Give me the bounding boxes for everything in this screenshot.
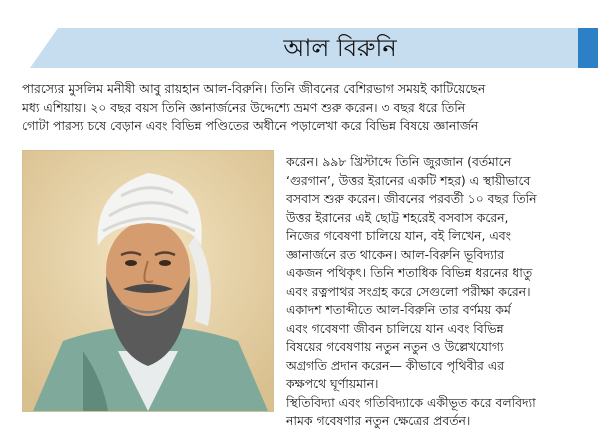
body-line: নিজের গবেষণা চালিয়ে যান, বই লিখেন, এবং bbox=[286, 228, 511, 243]
body-line: জ্ঞানার্জনে রত থাকেন। আল-বিরুনি ভূবিদ্যার bbox=[286, 246, 505, 262]
body-line: এবং গবেষণা জীবন চালিয়ে যান এবং বিভিন্ন bbox=[286, 320, 504, 336]
body-line: ‘গুরগান’, উত্তর ইরানের একটি শহর) এ স্থায়ীভাবে bbox=[286, 172, 531, 188]
body-line: একাদশ শতাব্দীতে আল-বিরুনি তার বর্ণময় কর্ম bbox=[286, 302, 511, 317]
body-line: কক্ষপথে ঘূর্ণায়মান। bbox=[286, 376, 379, 391]
title-accent-bar bbox=[578, 28, 598, 68]
body-line: বিষয়ের গবেষণায় নতুন নতুন ও উল্লেখযোগ্য bbox=[286, 339, 504, 354]
body-line: অগ্রগতি প্রদান করেন— কীভাবে পৃথিবীর এর bbox=[286, 357, 505, 373]
body-line: নামক গবেষণার নতুন ক্ষেত্রের প্রবর্তন। bbox=[286, 413, 471, 428]
body-line: করেন। ৯৯৮ খ্রিস্টাব্দে তিনি জুরজান (বর্তমানে bbox=[286, 154, 512, 169]
portrait-image bbox=[22, 150, 274, 412]
body-line: উত্তর ইরানের এই ছোট্ট শহরেই বসবাস করেন, bbox=[286, 209, 509, 225]
body-line: একজন পথিকৃৎ। তিনি শতাধিক বিভিন্ন ধরনের ধাতু bbox=[286, 265, 533, 280]
body-line: এবং রত্নপাথর সংগ্রহ করে সেগুলো পরীক্ষা করেন। bbox=[286, 283, 531, 299]
intro-line: গোটা পারস্য চষে বেড়ান এবং বিভিন্ন পণ্ডিতের অধীনে পড়ালেখা করে বিভিন্ন বিষয়ে জ্ঞানার্জন bbox=[22, 118, 479, 133]
intro-line: মধ্য এশিয়ায়। ২০ বছর বয়স তিনি জ্ঞানার্জনের উদ্দেশ্যে ভ্রমণ শুরু করেন। ৩ বছর ধরে তিনি bbox=[22, 99, 466, 115]
body-line: বসবাস শুরু করেন। জীবনের পরবর্তী ১০ বছর তিনি bbox=[286, 191, 537, 206]
body-line: স্থিতিবিদ্যা এবং গতিবিদ্যাকে একীভূত করে বলবিদ্যা bbox=[286, 394, 536, 410]
body-paragraph bbox=[286, 153, 591, 431]
intro-paragraph bbox=[22, 80, 588, 136]
scholar-portrait-icon bbox=[23, 151, 273, 411]
page-title: আল বিরুনি bbox=[283, 34, 397, 62]
intro-line: পারস্যের মুসলিম মনীষী আবু রায়হান আল-বিরুনি। তিনি জীবনের বেশিরভাগ সময়ই কাটিয়েছেন bbox=[22, 81, 486, 96]
